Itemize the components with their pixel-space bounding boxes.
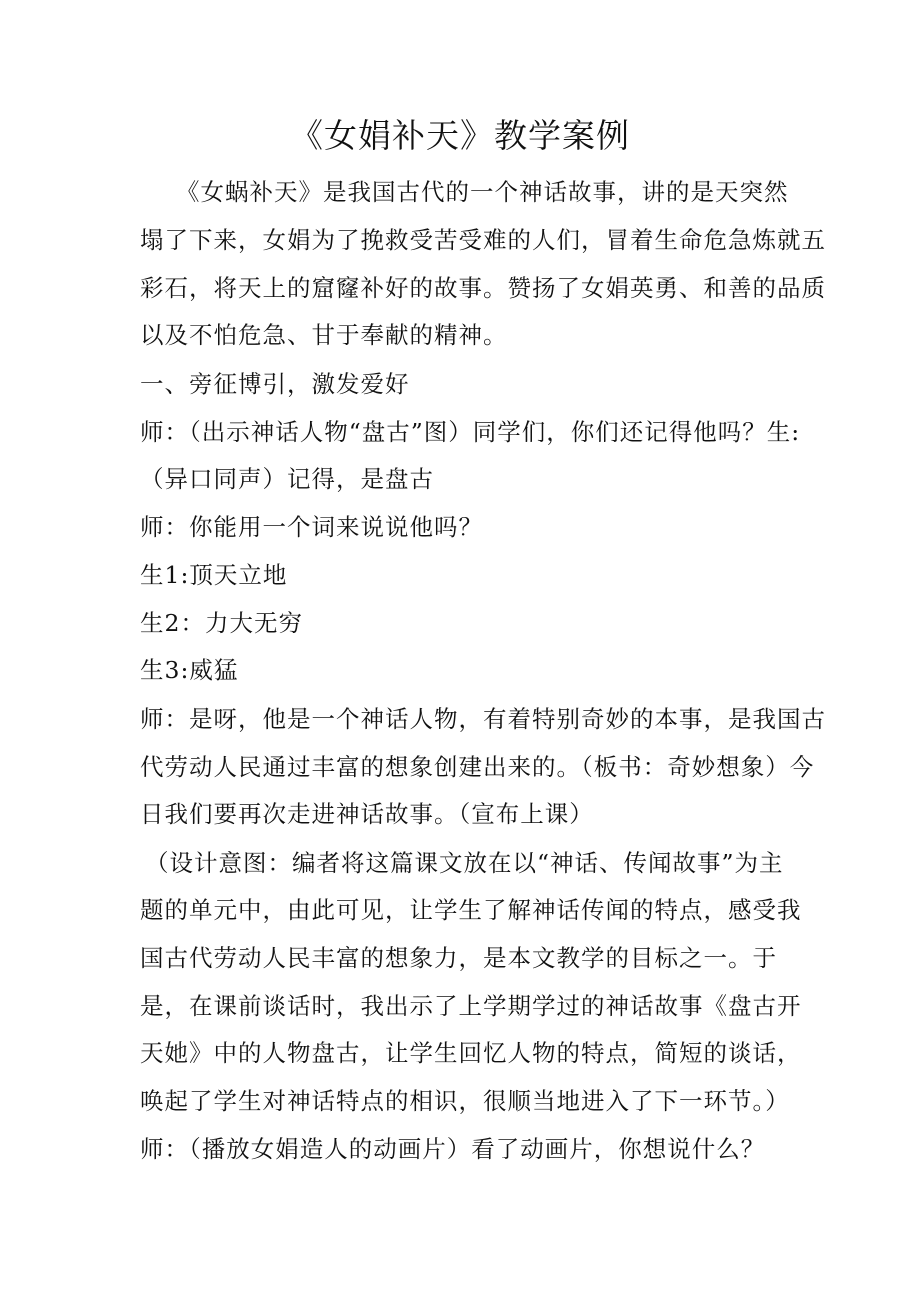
design-intent-line: 天她》中的人物盘古，让学生回忆人物的特点，简短的谈话，: [140, 1039, 802, 1067]
paragraph-line: 《女蜗补天》是我国古代的一个神话故事，讲的是天突然: [176, 178, 789, 206]
design-intent-line: 是，在课前谈话时，我出示了上学期学过的神话故事《盘古开: [140, 992, 802, 1020]
dialogue-line: 师：（出示神话人物“盘古”图）同学们，你们还记得他吗？生:: [140, 418, 801, 446]
paragraph-line: 彩石，将天上的窟窿补好的故事。赞扬了女娟英勇、和善的品质: [140, 274, 826, 302]
dialogue-line: 日我们要再次走进神话故事。（宣布上课）: [140, 800, 594, 828]
design-intent-line: （设计意图：编者将这篇课文放在以“神话、传闻故事”为主: [145, 849, 784, 877]
dialogue-line: 生1:顶天立地: [140, 561, 288, 589]
design-intent-line: 国古代劳动人民丰富的想象力，是本文教学的目标之一。于: [140, 944, 777, 972]
section-heading: 一、旁征博引，激发爱好: [140, 370, 410, 398]
paragraph-line: 以及不怕危急、甘于奉献的精神。: [140, 321, 508, 349]
document-title: 《女娟补天》教学案例: [290, 116, 630, 155]
paragraph-line: 塌了下来，女娟为了挽救受苦受难的人们，冒着生命危急炼就五: [140, 226, 826, 254]
dialogue-line: 生3:威猛: [140, 656, 239, 684]
dialogue-line: 师：你能用一个词来说说他吗？: [140, 513, 483, 541]
dialogue-line: 师：（播放女娟造人的动画片）看了动画片，你想说什么？: [140, 1135, 766, 1163]
dialogue-line: （异口同声）记得，是盘古: [140, 465, 434, 493]
design-intent-line: 唤起了学生对神话特点的相识，很顺当地进入了下一环节。）: [140, 1087, 790, 1115]
dialogue-line: 师：是呀，他是一个神话人物，有着特别奇妙的本事，是我国古: [140, 705, 826, 733]
dialogue-line: 生2：力大无穷: [140, 609, 303, 637]
dialogue-line: 代劳动人民通过丰富的想象创建出来的。（板书：奇妙想象）今: [140, 753, 815, 781]
design-intent-line: 题的单元中，由此可见，让学生了解神话传闻的特点，感受我: [140, 896, 802, 924]
